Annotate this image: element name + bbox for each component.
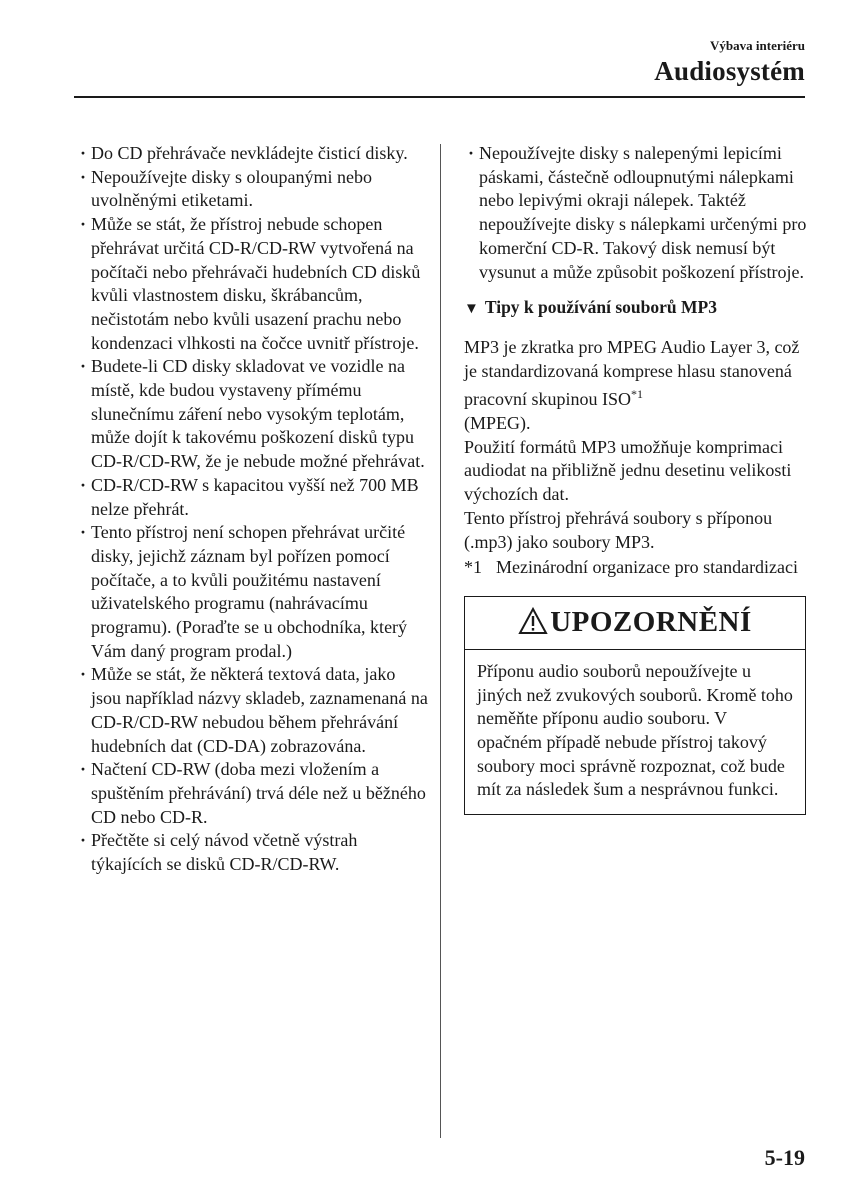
mp3-tips-heading — [464, 296, 810, 322]
column-divider — [440, 144, 441, 1138]
right-bullet-list — [464, 142, 810, 284]
list-item-text: Nepoužívejte disky s nalepenými lepicími páskami, částečně odloupnutými nálepkami nebo lepivými okraji nálepek. Taktéž nepoužívejte disky s nálepkami určenými pro komerční CD-R. Takový disk nemusí být vysunut a může způsobit poškození přístroje. — [479, 143, 807, 282]
footnote-text: Mezinárodní organizace pro standardizaci — [496, 557, 799, 578]
list-item-text: Může se stát, že přístroj nebude schopen přehrávat určitá CD-R/CD-RW vytvořená na počítači nebo přehrávači hudebních CD disků kvůli vlastnostem disku, škrábancům, nečistotám nebo kvůli usazení prachu nebo kondenzaci vlhkosti na čočce uvnitř přístroje. — [91, 214, 421, 353]
footnote-reference: *1 — [630, 387, 643, 402]
list-item-text: Tento přístroj není schopen přehrávat určité disky, jejichž záznam byl pořízen pomocí počítače, a to kvůli použitému nastavení uživatelského programu (nahrávacímu programu). (Poraďte se u obchodníka, který Vám daný program prodal.) — [91, 522, 408, 661]
left-column — [76, 142, 428, 877]
list-item: · Budete-li CD disky skladovat ve vozidle na místě, kde budou vystaveny přímému slunečnímu záření nebo vysokým teplotám, může dojít k takovému poškození disků typu CD-R/CD-RW, že je nebude možné přehrávat. — [80, 356, 425, 472]
page-title: Audiosystém — [654, 56, 805, 86]
mp3-tips-heading-text: Tipy k používání souborů MP3 — [484, 297, 717, 318]
warning-title: UPOZORNĚNÍ — [550, 606, 752, 639]
mp3-paragraph-1 — [464, 336, 810, 436]
warning-box — [464, 596, 806, 815]
page-number: 5-19 — [764, 1145, 805, 1170]
left-bullet-list — [76, 142, 428, 877]
footnote-mark: *1 — [464, 557, 482, 578]
list-item-text: CD-R/CD-RW s kapacitou vyšší než 700 MB nelze přehrát. — [91, 474, 419, 519]
list-item: · Nepoužívejte disky s oloupanými nebo uvolněnými etiketami. — [80, 166, 372, 211]
list-item-text: Do CD přehrávače nevkládejte čisticí disky. — [91, 143, 408, 163]
warning-triangle-icon — [518, 607, 550, 639]
list-item: · Nepoužívejte disky s nalepenými lepicími páskami, částečně odloupnutými nálepkami nebo lepivými okraji nálepek. Taktéž nepoužívejte disky s nálepkami určenými pro komerční CD-R. Takový disk nemusí být vysunut a může způsobit poškození přístroje. — [468, 143, 807, 282]
warning-header — [465, 597, 805, 650]
mp3-paragraph-3: Tento přístroj přehrává soubory s příponou (.mp3) jako soubory MP3. — [464, 507, 773, 552]
right-column — [464, 142, 810, 815]
mp3-paragraph-2: Použití formátů MP3 umožňuje komprimaci audiodat na přibližně jednu desetinu velikosti výchozích dat. — [464, 436, 792, 505]
warning-text: Příponu audio souborů nepoužívejte u jiných než zvukových souborů. Kromě toho neměňte příponu audio souboru. V opačném případě nebude přístroj takový soubory moci správně rozpoznat, což bude mít za následek šum a nesprávnou funkci. — [477, 660, 793, 800]
list-item-text: Přečtěte si celý návod včetně výstrah týkajících se disků CD-R/CD-RW. — [91, 830, 358, 875]
list-item: · Může se stát, že přístroj nebude schopen přehrávat určitá CD-R/CD-RW vytvořená na počítači nebo přehrávači hudebních CD disků kvůli vlastnostem disku, škrábancům, nečistotám nebo kvůli usazení prachu nebo kondenzaci vlhkosti na čočce uvnitř přístroje. — [80, 214, 421, 353]
section-label: Výbava interiéru — [710, 38, 805, 53]
list-item-text: Načtení CD-RW (doba mezi vložením a spuštěním přehrávání) trvá déle než u běžného CD nebo CD-R. — [91, 759, 426, 827]
triangle-down-icon: ▼ — [464, 301, 479, 318]
list-item: · Načtení CD-RW (doba mezi vložením a spuštěním přehrávání) trvá déle než u běžného CD nebo CD-R. — [80, 759, 426, 827]
list-item: · Přečtěte si celý návod včetně výstrah týkajících se disků CD-R/CD-RW. — [80, 830, 358, 875]
list-item-text: Nepoužívejte disky s oloupanými nebo uvolněnými etiketami. — [91, 166, 372, 211]
list-item: · Tento přístroj není schopen přehrávat určité disky, jejichž záznam byl pořízen pomocí počítače, a to kvůli použitému nastavení uživatelského programu (nahrávacímu programu). (Poraďte se u obchodníka, který Vám daný program prodal.) — [80, 522, 408, 661]
list-item: · Do CD přehrávače nevkládejte čisticí disky. — [80, 143, 408, 163]
list-item-text: Může se stát, že některá textová data, jako jsou například názvy skladeb, zaznamenaná na CD-R/CD-RW nebudou během přehrávání hudebních dat (CD-DA) zobrazována. — [91, 664, 428, 756]
list-item-text: Budete-li CD disky skladovat ve vozidle na místě, kde budou vystaveny přímému slunečnímu záření nebo vysokým teplotám, může dojít k takovému poškození disků typu CD-R/CD-RW, že je nebude možné přehrávat. — [91, 356, 425, 472]
list-item: · Může se stát, že některá textová data, jako jsou například názvy skladeb, zaznamenaná na CD-R/CD-RW nebudou během přehrávání hudebních dat (CD-DA) zobrazována. — [80, 664, 428, 756]
mp3-paragraph-1-tail: (MPEG). — [464, 413, 531, 434]
mp3-paragraph-1-text: MP3 je zkratka pro MPEG Audio Layer 3, což je standardizovaná komprese hlasu stanovená pracovní skupinou ISO — [464, 336, 800, 410]
list-item: · CD-R/CD-RW s kapacitou vyšší než 700 MB nelze přehrát. — [80, 474, 419, 519]
footnote — [464, 556, 810, 580]
header-divider — [74, 96, 805, 98]
